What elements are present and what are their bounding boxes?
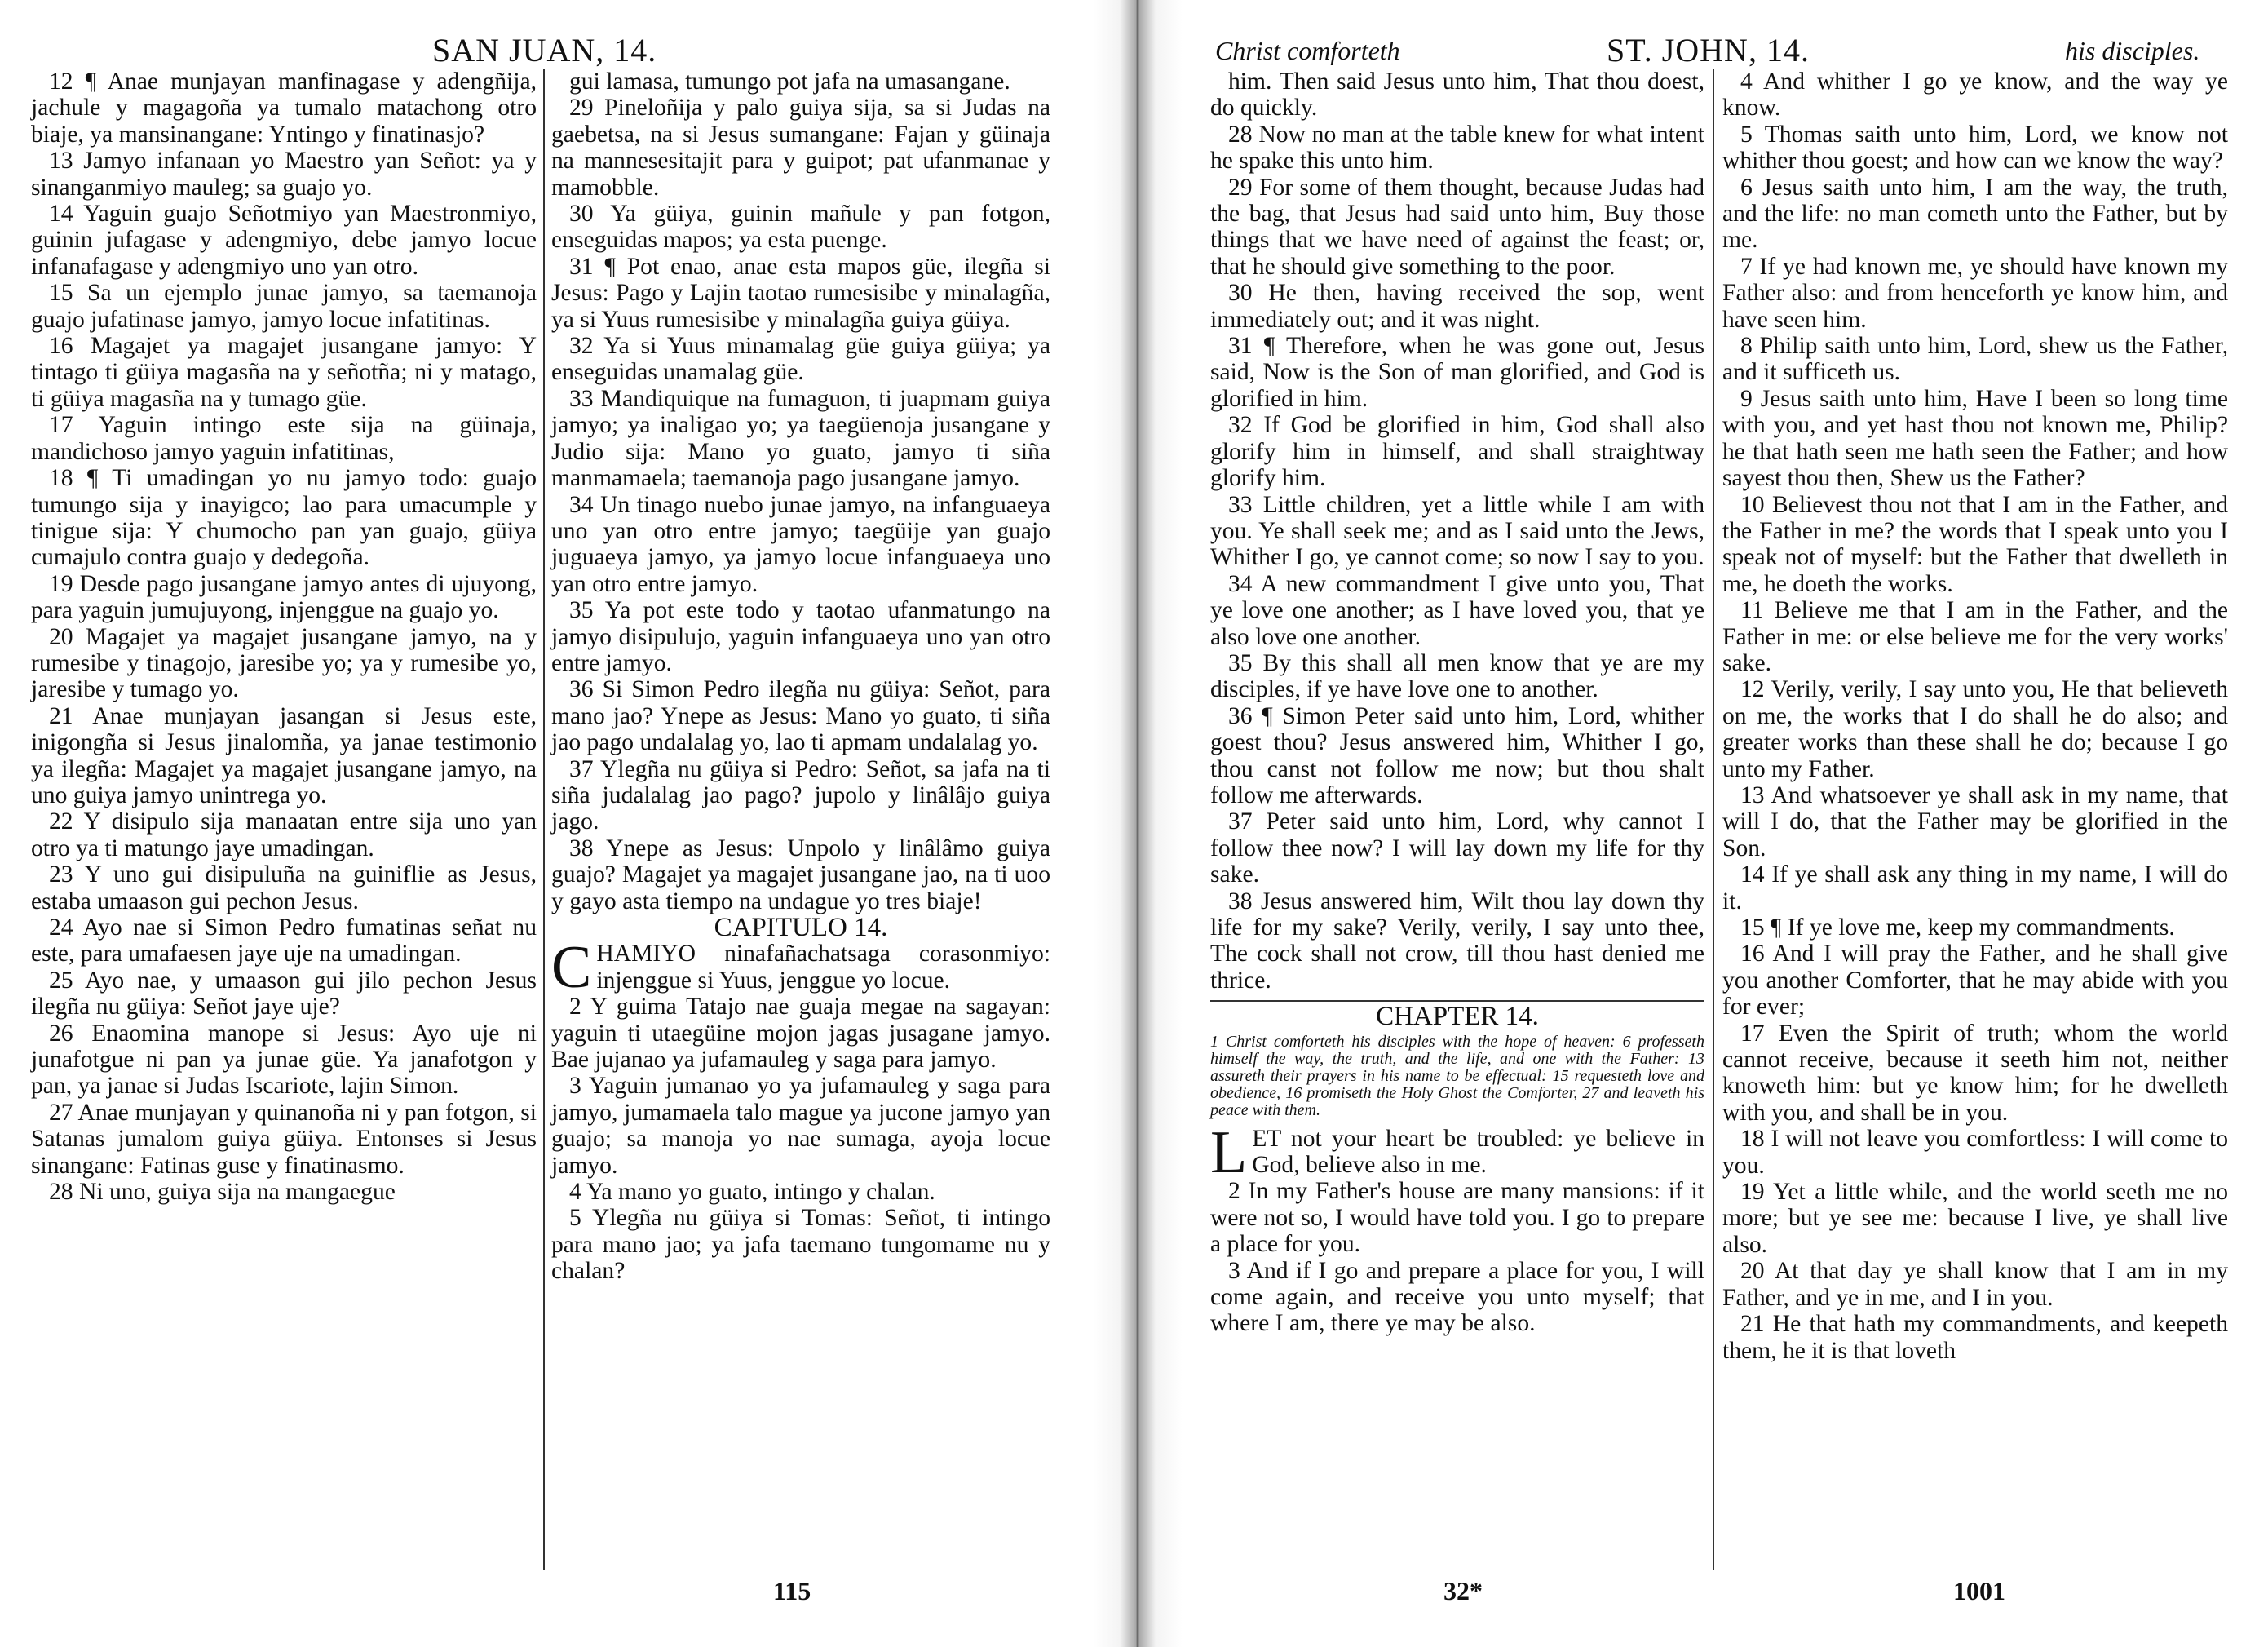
verse: 34 A new commandment I give unto you, That ye love one another; as I have loved you, that ye also love one another. xyxy=(1210,570,1704,650)
verse: 3 Yaguin jumanao yo ya jufamauleg y saga para jamyo, jumamaela talo mague ya jucone jamyo yan guajo; sa manoja yo nae sumaga, ayoja locue jamyo. xyxy=(551,1073,1050,1179)
verse: 14 If ye shall ask any thing in my name, I will do it. xyxy=(1722,861,2228,914)
verse: 33 Little children, yet a little while I am with you. Ye shall seek me; and as I said unto the Jews, Whither I go, ye cannot come; so now I say to you. xyxy=(1210,491,1704,571)
verse: 19 Desde pago jusangane jamyo antes di ujuyong, para yaguin jumujuyong, injenggue na guajo yo. xyxy=(31,570,537,624)
verse: 7 If ye had known me, ye should have known my Father also: and from henceforth ye know him, and have seen him. xyxy=(1722,253,2228,333)
verse: 36 ¶ Simon Peter said unto him, Lord, whither goest thou? Jesus answered him, Whither I go, thou canst not follow me now; but thou shalt follow me afterwards. xyxy=(1210,702,1704,808)
verse: 29 Pineloñija y palo guiya sija, sa si Judas na gaebetsa, na si Jesus sumangane: Fajan y güinaja na mannesesitajit para y guipot; pat ufanmanae y mamobble. xyxy=(551,95,1050,201)
verse: 12 Verily, verily, I say unto you, He that believeth on me, the works that I do shall he do also; and greater works than these shall he do; because I go unto my Father. xyxy=(1722,676,2228,782)
column-rule xyxy=(1713,69,1714,1570)
verse: 28 Now no man at the table knew for what intent he spake this unto him. xyxy=(1210,121,1704,175)
verse: 21 He that hath my commandments, and keepeth them, he it is that loveth xyxy=(1722,1311,2228,1364)
chapter-first-text: ET not your heart be troubled: ye believe in God, believe also in me. xyxy=(1252,1125,1704,1179)
chapter-first-text: HAMIYO ninafañachatsaga corasonmiyo: injenggue si Yuus, jenggue yo locue. xyxy=(596,941,1050,994)
verses-block xyxy=(1210,1178,1704,1336)
verse: 26 Enaomina manope si Jesus: Ayo uje ni junafotgue ni pan ya junae güe. Ya janafotgon y pan, ya janae si Judas Iscariote, lajin Simon. xyxy=(31,1020,537,1100)
verses-block xyxy=(551,994,1050,1284)
left-column-2 xyxy=(551,69,1050,1285)
verse: 37 Ylegña nu güiya si Pedro: Señot, sa jafa na ti siña judalalag jao pago? jupolo y linâlâjo guiya jago. xyxy=(551,755,1050,835)
column-rule xyxy=(543,69,545,1570)
verse: 38 Jesus answered him, Wilt thou lay down thy life for my sake? Verily, verily, I say unto thee, The cock shall not crow, till thou hast denied me thrice. xyxy=(1210,888,1704,994)
verse: 23 Y uno gui disipuluña na guiniflie as Jesus, estaba umaason gui pechon Jesus. xyxy=(31,861,537,914)
verse: 37 Peter said unto him, Lord, why cannot I follow thee now? I will lay down my life for thy sake. xyxy=(1210,808,1704,888)
verse: 13 And whatsoever ye shall ask in my name, that will I do, that the Father may be glorified in the Son. xyxy=(1722,781,2228,861)
verse: 15 ¶ If ye love me, keep my commandments. xyxy=(1740,914,2175,941)
verse: 21 Anae munjayan jasangan si Jesus este, inigongña si Jesus jinalomña, ya janae testimonio ya ilegña: Magajet ya magajet jusangane jamyo, na uno guiya jamyo unintrega yo. xyxy=(31,702,537,808)
verse: 25 Ayo nae, y umaason gui jilo pechon Jesus ilegña nu güiya: Señot jaye uje? xyxy=(31,967,537,1021)
page-number: 1001 xyxy=(1953,1576,2005,1605)
verse: 28 Ni uno, guiya sija na mangaegue xyxy=(49,1179,396,1206)
verse: 32 If God be glorified in him, God shall also glorify him in himself, and shall straightway glorify him. xyxy=(1210,412,1704,492)
verse: 27 Anae munjayan y quinanoña ni y pan fotgon, si Satanas jumalom guiya güiya. Entonses si Jesus sinangane: Fatinas guse y finatinasmo. xyxy=(31,1099,537,1179)
verse: 12 ¶ Anae munjayan manfinagase y adengñija, jachule y magagoña ya tumalo matachong otro biaje, ya mansinangane: Yntingo y finatinasjo? xyxy=(31,69,537,148)
verse: 30 Ya güiya, guinin mañule y pan fotgon, enseguidas mapos; ya esta puenge. xyxy=(551,201,1050,254)
verse: 5 Ylegña nu güiya si Tomas: Señot, ti intingo para mano jao; ya jafa taemano tungomame nu y chalan? xyxy=(551,1205,1050,1285)
verse: 5 Thomas saith unto him, Lord, we know not whither thou goest; and how can we know the way? xyxy=(1722,121,2228,175)
verses-block xyxy=(1210,69,1704,994)
verse: 2 Y guima Tatajo nae guaja megae na sagayan: yaguin ti utaegüine mojon jagas jusagane jamyo. Bae jujanao ya jufamauleg y saga para jamyo. xyxy=(551,994,1050,1074)
verse: 31 ¶ Pot enao, anae esta mapos güe, ilegña si Jesus: Pago y Lajin taotao rumesisibe y minalagña, ya si Yuus rumesisibe y minalagña guiya güiya. xyxy=(551,253,1050,333)
drop-cap: C xyxy=(551,934,592,1002)
verse: 14 Yaguin guajo Señotmiyo yan Maestronmiyo, guinin jufagase y adengmiyo, debe jamyo locue infanafagase y adengmiyo uno yan otro. xyxy=(31,201,537,280)
left-page-header: SAN JUAN, 14. xyxy=(432,32,657,69)
verse: 32 Ya si Yuus minamalag güe guiya güiya; ya enseguidas unamalag güe. xyxy=(551,333,1050,386)
signature-mark: 32* xyxy=(1443,1576,1483,1605)
verse: 9 Jesus saith unto him, Have I been so long time with you, and yet hast thou not known me, Philip? he that hath seen me hath seen the Father; and how sayest thou then, Shew us the Father? xyxy=(1722,385,2228,492)
verse: 20 At that day ye shall know that I am in my Father, and ye in me, and I in you. xyxy=(1722,1258,2228,1311)
verse: 17 Even the Spirit of truth; whom the world cannot receive, because it seeth him not, neither knoweth him: but ye know him; for he dwelleth with you, and shall be in you. xyxy=(1722,1020,2228,1126)
verses-block xyxy=(551,69,1050,914)
chapter-rule xyxy=(1210,1000,1704,1002)
verse: gui lamasa, tumungo pot jafa na umasangane. xyxy=(569,69,1010,95)
verse: 36 Si Simon Pedro ilegña nu güiya: Señot, para mano jao? Ynepe as Jesus: Mano yo guato, ti siña jao pago undalalag yo, lao ti apmam undalalag yo. xyxy=(551,676,1050,756)
verse: 24 Ayo nae si Simon Pedro fumatinas señat nu este, para umafaesen jaye uje na umadingan. xyxy=(31,914,537,967)
verse: 11 Believe me that I am in the Father, and the Father in me: or else believe me for the very works' sake. xyxy=(1722,597,2228,676)
right-page-header: ST. JOHN, 14. xyxy=(1607,32,1810,69)
verse: 16 And I will pray the Father, and he shall give you another Comforter, that he may abide with you for ever; xyxy=(1722,941,2228,1021)
chapter-heading: CAPITULO 14. xyxy=(714,913,888,942)
verse: 22 Y disipulo sija manaatan entre sija uno yan otro ya ti matungo jaye umadingan. xyxy=(31,808,537,861)
drop-cap: L xyxy=(1210,1118,1248,1186)
chapter-heading: CHAPTER 14. xyxy=(1376,1002,1539,1032)
verse: 13 Jamyo infanaan yo Maestro yan Señot: ya y sinanganmiyo mauleg; sa guajo yo. xyxy=(31,148,537,201)
verse: 34 Un tinago nuebo junae jamyo, na infanguaeya uno yan otro entre jamyo; taegüije yan guajo juguaeya jamyo, ya jamyo locue infanguaeya uno yan otro entre jamyo. xyxy=(551,491,1050,597)
verse: 20 Magajet ya magajet jusangane jamyo, na y rumesibe y tinagojo, jaresibe yo; ya y rumesibe yo, jaresibe y tumago yo. xyxy=(31,623,537,703)
verse: 2 In my Father's house are many mansions: if it were not so, I would have told you. I go to prepare a place for you. xyxy=(1210,1178,1704,1258)
verse: 19 Yet a little while, and the world seeth me no more; but ye see me: because I live, ye shall live also. xyxy=(1722,1179,2228,1258)
verse: 8 Philip saith unto him, Lord, shew us the Father, and it sufficeth us. xyxy=(1722,333,2228,386)
verse: 35 Ya pot este todo y taotao ufanmatungo na jamyo disipulujo, yaguin infanguaeya uno yan otro entre jamyo. xyxy=(551,597,1050,676)
left-column-1 xyxy=(31,69,537,1205)
verse: 33 Mandiquique na fumaguon, ti juapmam guiya jamyo; ya inaligao yo; ya taegüenoja jusangane y Judio sija: Mano yo guato, jamyo ti siña manmamaela; taemanoja pago jusangane jamyo. xyxy=(551,385,1050,492)
verse: 31 ¶ Therefore, when he was gone out, Jesus said, Now is the Son of man glorified, and God is glorified in him. xyxy=(1210,333,1704,412)
running-head-right: his disciples. xyxy=(2065,36,2200,65)
verse: 30 He then, having received the sop, went immediately out; and it was night. xyxy=(1210,280,1704,333)
verse: 18 ¶ Ti umadingan yo nu jamyo todo: guajo tumungo sija y inayigco; lao para umacumple y tinigue sija: Y chumocho pan yan guajo, güiya cumajulo contra guajo y dedegoña. xyxy=(31,465,537,571)
right-column-2 xyxy=(1722,69,2228,1364)
verse: 15 Sa un ejemplo junae jamyo, sa taemanoja guajo jufatinase jamyo, jamyo locue infatitinas. xyxy=(31,280,537,333)
verse: 38 Ynepe as Jesus: Unpolo y linâlâmo guiya guajo? Magajet ya magajet jusangane jao, na ti uoo y gayo asta tiempo na undague yo tres biaje! xyxy=(551,835,1050,914)
verse: 17 Yaguin intingo este sija na güinaja, mandichoso jamyo yaguin infatitinas, xyxy=(31,412,537,465)
verse: 4 Ya mano yo guato, intingo y chalan. xyxy=(569,1179,935,1206)
verse: 29 For some of them thought, because Judas had the bag, that Jesus had said unto him, Buy those things that we have need of against the feast; or, that he should give something to the poor. xyxy=(1210,174,1704,280)
verse: 3 And if I go and prepare a place for you, I will come again, and receive you unto myself; that where I am, there ye may be also. xyxy=(1210,1257,1704,1337)
verse: him. Then said Jesus unto him, That thou doest, do quickly. xyxy=(1210,69,1704,122)
verse: 4 And whither I go ye know, and the way ye know. xyxy=(1722,69,2228,122)
chapter-first-verse xyxy=(1210,1118,1704,1186)
verse: 35 By this shall all men know that ye are my disciples, if ye have love one to another. xyxy=(1210,649,1704,703)
verse: 18 I will not leave you comfortless: I will come to you. xyxy=(1722,1126,2228,1179)
running-head-left: Christ comforteth xyxy=(1215,36,1400,65)
right-column-1 xyxy=(1210,69,1704,1337)
verse: 6 Jesus saith unto him, I am the way, the truth, and the life: no man cometh unto the Father, but by me. xyxy=(1722,174,2228,254)
chapter-first-verse xyxy=(551,934,1050,1002)
chapter-summary: 1 Christ comforteth his disciples with the hope of heaven: 6 professeth himself the way, the truth, and the life, and one with the Father: 13 assureth their prayers in his name to be effectual: 15 requesteth love and obedience, 16 promiseth the Holy Ghost the Comforter, 27 and leaveth his peace with them. xyxy=(1210,1032,1704,1119)
verse: 10 Believest thou not that I am in the Father, and the Father in me? the words that I speak unto you I speak not of myself: but the Father that dwelleth in me, he doeth the works. xyxy=(1722,491,2228,597)
verse: 16 Magajet ya magajet jusangane jamyo: Y tintago ti güiya magasña na y señotña; ni y matago, ti güiya magasña na y tumago güe. xyxy=(31,333,537,412)
right-page xyxy=(1134,0,2268,1647)
page-number: 115 xyxy=(773,1576,811,1605)
